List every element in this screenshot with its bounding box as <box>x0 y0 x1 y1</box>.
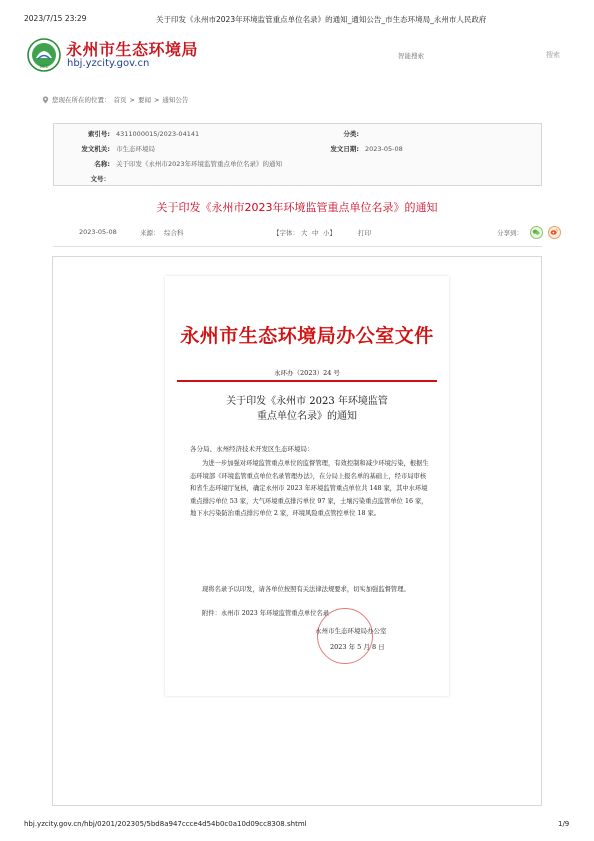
article-meta-bar <box>0 228 594 238</box>
print-button[interactable]: 打印 <box>358 229 371 237</box>
info-issuer-row <box>62 144 155 153</box>
document-title-line1: 关于印发《永州市 2023 年环境监管 <box>226 396 388 407</box>
print-footer-page: 1/9 <box>558 820 570 828</box>
info-issuer-label: 发文机关: <box>81 145 110 153</box>
scanned-document-image <box>165 276 449 696</box>
official-seal-stamp <box>317 608 373 664</box>
document-signing-date: 2023 年 5 月 8 日 <box>330 643 385 651</box>
smart-search-link[interactable]: 智能搜索 <box>398 52 424 60</box>
info-category-label: 分类: <box>343 130 359 138</box>
document-info-box <box>53 123 542 186</box>
info-date-value: 2023-05-08 <box>365 145 403 153</box>
info-name-label: 名称: <box>94 160 110 168</box>
source-value: 综合科 <box>164 229 184 237</box>
document-salutation: 各分局、永州经济技术开发区生态环境局： <box>190 445 314 453</box>
document-signing-org: 永州市生态环境局办公室 <box>315 627 387 635</box>
info-docno-label: 文号： <box>90 175 110 183</box>
site-name[interactable]: 永州市生态环境局 <box>66 40 199 59</box>
search-button[interactable]: 搜索 <box>546 51 560 59</box>
meta-divider <box>53 246 542 247</box>
info-docno-row <box>62 174 116 183</box>
print-page-title: 关于印发《永州市2023年环境监管重点单位名录》的通知_通知公告_市生态环境局_永州市人民政府 <box>156 15 487 24</box>
font-size-medium-button[interactable]: 中 <box>312 229 319 237</box>
breadcrumb-prefix: 您现在所在的位置： <box>52 96 111 104</box>
document-title <box>165 394 449 424</box>
share-wechat-icon[interactable] <box>530 226 543 239</box>
mee-emblem-icon[interactable] <box>27 38 61 72</box>
info-index-label: 索引号: <box>87 130 110 138</box>
info-category-row <box>304 129 365 138</box>
breadcrumb-separator: > <box>129 95 135 104</box>
document-header: 永州市生态环境局办公室文件 <box>180 325 434 347</box>
font-size-small-button[interactable]: 小】 <box>323 229 336 237</box>
info-index-row <box>62 129 199 138</box>
info-date-row <box>304 144 403 153</box>
font-size-label: 【字体： <box>273 229 299 237</box>
document-body: 为进一步加强对环境监管重点单位的监督管理，有效控制和减少环境污染，根据生态环境部《环境监管重点单位名录管理办法》，在分局上报名单的基础上，经市局审核和省生态环境厅复核，确定永州市 2023 年环境监管重点单位共 148 家，其中水环境重点排污单位 53 家，大气环境重点排污单位 97 家，土壤污染重点监管单位 16 家，地下水污染防治重点排污单位 2 家，环境风险重点管控单位 18 家。 <box>190 460 429 517</box>
source-label: 来源： <box>140 229 160 237</box>
emblem-text: MEE <box>39 64 49 69</box>
info-index-value: 4311000015/2023-04141 <box>116 130 200 138</box>
document-number: 永环办（2023）24 号 <box>274 369 340 377</box>
location-pin-icon <box>42 96 49 104</box>
site-url[interactable]: hbj.yzcity.gov.cn <box>67 58 150 69</box>
info-name-value: 关于印发《永州市2023年环境监管重点单位名录》的通知 <box>116 160 283 168</box>
document-closing: 现将名录予以印发，请各单位按照有关法律法规要求，切实加强监督管理。 <box>202 586 410 593</box>
document-red-rule <box>177 380 437 382</box>
breadcrumb-separator: > <box>153 95 160 104</box>
breadcrumb-home[interactable]: 首页 <box>113 96 127 104</box>
print-datetime: 2023/7/15 23:29 <box>24 14 87 23</box>
breadcrumb-news[interactable]: 要闻 <box>137 96 151 104</box>
font-size-large-button[interactable]: 大 <box>301 229 308 237</box>
print-footer-url: hbj.yzcity.gov.cn/hbj/0201/202305/5bd8a947ccce4d54b0c0a10d09cc8308.shtml <box>24 820 307 828</box>
share-weibo-icon[interactable] <box>548 226 561 239</box>
document-attachment: 附件：永州市 2023 年环境监管重点单位名录 <box>202 610 330 617</box>
share-label: 分享到： <box>497 229 523 237</box>
article-date: 2023-05-08 <box>79 228 117 236</box>
breadcrumb <box>42 95 188 104</box>
document-title-line2: 重点单位名录》的通知 <box>257 411 357 422</box>
info-date-label: 发文日期: <box>330 145 359 153</box>
article-title: 关于印发《永州市2023年环境监管重点单位名录》的通知 <box>156 201 438 214</box>
info-name-row <box>62 159 282 168</box>
breadcrumb-notices[interactable]: 通知公告 <box>162 96 189 104</box>
info-issuer-value: 市生态环境局 <box>116 145 155 153</box>
